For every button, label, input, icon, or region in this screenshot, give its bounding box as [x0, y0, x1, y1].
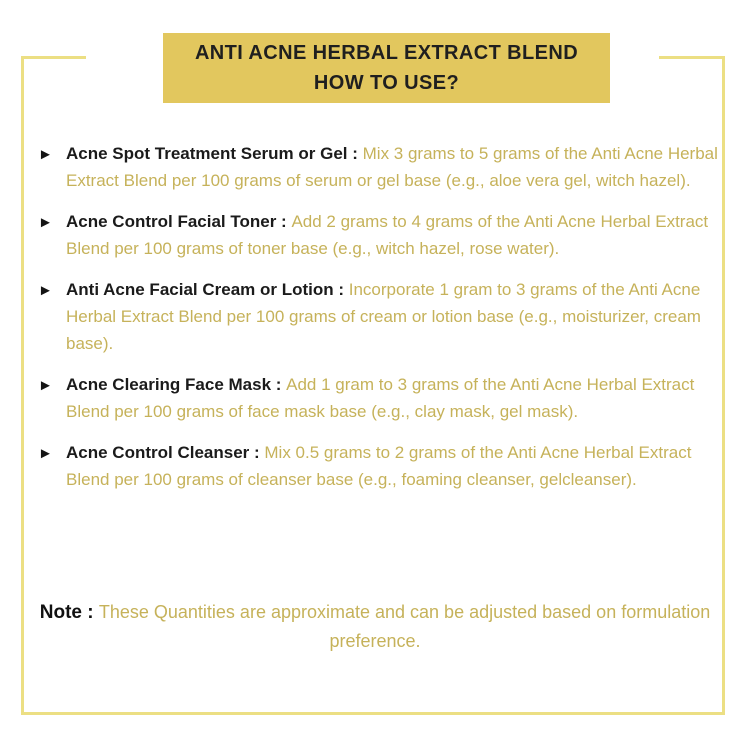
list-item-cleanser [38, 439, 722, 493]
list-item-label: Acne Control Facial Toner : [66, 212, 292, 231]
note-paragraph [35, 598, 715, 656]
list-item-description: Add 1 gram to 3 grams of the Anti Acne Herbal Extract Blend per 100 grams of face mask base (e.g., clay mask, gel mask). [66, 375, 695, 421]
header-title-line1: ANTI ACNE HERBAL EXTRACT BLEND [194, 42, 579, 64]
list-item-description: Add 2 grams to 4 grams of the Anti Acne Herbal Extract Blend per 100 grams of toner base (e.g., witch hazel, rose water). [66, 212, 709, 258]
header-banner [163, 33, 610, 103]
note-text: These Quantities are approximate and can be adjusted based on formulation preference. [98, 602, 711, 651]
note-label: Note : [39, 602, 99, 623]
list-item-face-mask [38, 371, 722, 425]
list-item-text [66, 208, 722, 262]
list-item-description: Incorporate 1 gram to 3 grams of the Anti Acne Herbal Extract Blend per 100 grams of cream or lotion base (e.g., moisturizer, cream base). [66, 280, 701, 353]
usage-list [38, 140, 722, 507]
arrow-right-bullet-icon: ► [38, 214, 53, 231]
header-title-line2: HOW TO USE? [313, 72, 460, 94]
list-item-text [66, 371, 722, 425]
list-item-text [66, 276, 722, 357]
list-item-description: Mix 0.5 grams to 2 grams of the Anti Acne Herbal Extract Blend per 100 grams of cleanser base (e.g., foaming cleanser, gelcleanser). [66, 443, 692, 489]
arrow-right-bullet-icon: ► [38, 146, 53, 163]
list-item-label: Anti Acne Facial Cream or Lotion : [66, 280, 349, 299]
arrow-right-bullet-icon: ► [38, 377, 53, 394]
frame-top-border-left-segment [21, 56, 86, 59]
arrow-right-bullet-icon: ► [38, 445, 53, 462]
frame-top-border-right-segment [659, 56, 725, 59]
list-item-cream-or-lotion [38, 276, 722, 357]
list-item-serum-or-gel [38, 140, 722, 194]
list-item-text [66, 439, 722, 493]
list-item-label: Acne Clearing Face Mask : [66, 375, 287, 394]
list-item-text [66, 140, 722, 194]
list-item-label: Acne Control Cleanser : [66, 443, 265, 462]
list-item-description: Mix 3 grams to 5 grams of the Anti Acne Herbal Extract Blend per 100 grams of serum or gel base (e.g., aloe vera gel, witch hazel). [66, 144, 718, 190]
list-item-facial-toner [38, 208, 722, 262]
arrow-right-bullet-icon: ► [38, 282, 53, 299]
list-item-label: Acne Spot Treatment Serum or Gel : [66, 144, 363, 163]
